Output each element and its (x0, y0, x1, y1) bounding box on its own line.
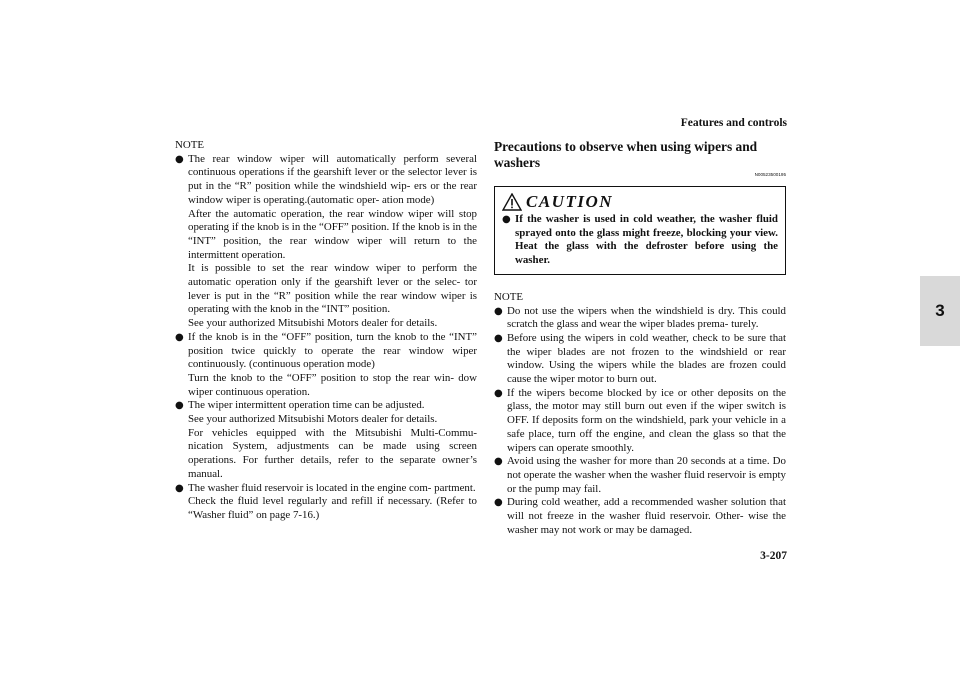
right-column (494, 139, 786, 537)
caution-header (502, 191, 778, 213)
list-item: ● Before using the wipers in cold weather, check to be sure that the wiper blades are not frozen to the windshield or rear window. Using the wipers while the blades are frozen could cause the wiper motor to burn out. (494, 332, 786, 387)
list-item: ● If the washer is used in cold weather, the washer fluid sprayed onto the glass might freeze, blocking your view. Heat the glass with the defroster before using the washer. (502, 213, 778, 268)
paragraph: Check the fluid level regularly and refill if necessary. (Refer to “Washer fluid” on page 7-16.) (188, 495, 477, 521)
caution-list (502, 213, 778, 268)
caution-box (494, 186, 786, 275)
paragraph: See your authorized Mitsubishi Motors dealer for details. (188, 413, 438, 426)
caution-title: CAUTION (526, 192, 614, 212)
paragraph: ● The washer fluid reservoir is located in the engine com- partment. (188, 481, 476, 494)
left-column (175, 139, 477, 523)
paragraph: ● The rear window wiper will automatically perform several continuous operations if the gearshift lever or the selector lever is put in the “R” position while the windshield wip- ers or the rear window wiper is operating.(automatic oper- ation mode) (188, 152, 477, 206)
paragraph: ● The wiper intermittent operation time can be adjusted. (188, 399, 425, 412)
paragraph: For vehicles equipped with the Mitsubishi Multi-Commu- nication System, adjustments can be made using screen operations. For further details, refer to the separate owner’s manual. (188, 426, 477, 480)
section-code: N00523500195 (754, 172, 786, 177)
paragraph: See your authorized Mitsubishi Motors dealer for details. (188, 317, 438, 330)
list-item (175, 399, 477, 481)
note-label: NOTE (494, 290, 524, 303)
list-item (175, 153, 477, 331)
paragraph: After the automatic operation, the rear window wiper will stop operating if the knob is in the “OFF” position. If the knob is in the “INT” position, the rear window wiper will return to the intermittent operation. (188, 207, 477, 261)
paragraph: ● If the knob is in the “OFF” position, turn the knob to the “INT” position twice quickly to operate the rear window wiper continuously. (continuous operation mode) (188, 330, 477, 371)
list-item: ● If the wipers become blocked by ice or other deposits on the glass, the motor may still burn out even if the wiper switch is OFF. If deposits form on the windshield, park your vehicle in a safe place, turn off the engine, and clean the glass so that the wipers can operate smoothly. (494, 387, 786, 456)
warning-triangle-icon (502, 193, 522, 211)
list-item: ● Do not use the wipers when the windshield is dry. This could scratch the glass and wear the wiper blades prema- turely. (494, 305, 786, 332)
page-number: 3-207 (760, 550, 787, 562)
list-item: ● Avoid using the washer for more than 20 seconds at a time. Do not operate the washer when the washer fluid reservoir is empty or the pump may fail. (494, 455, 786, 496)
header-title: Features and controls (680, 117, 787, 129)
paragraph: It is possible to set the rear window wiper to perform the automatic operation only if the gearshift lever or the selec- tor lever is put in the “R” position while the rear window wiper is operating with the knob in the “INT” position. (188, 262, 477, 316)
left-note-list (175, 153, 477, 523)
list-item: ● During cold weather, add a recommended washer solution that will not freeze in the washer fluid reservoir. Other- wise the washer may not work or may be damaged. (494, 496, 786, 537)
paragraph: Turn the knob to the “OFF” position to stop the rear win- dow wiper continuous operation. (188, 371, 477, 398)
note-label: NOTE (175, 139, 205, 151)
list-item (175, 482, 477, 523)
section-title: Precautions to observe when using wipers and washers (494, 139, 758, 170)
right-note-list (494, 305, 786, 538)
chapter-tab: 3 (920, 276, 960, 346)
list-item (175, 331, 477, 400)
